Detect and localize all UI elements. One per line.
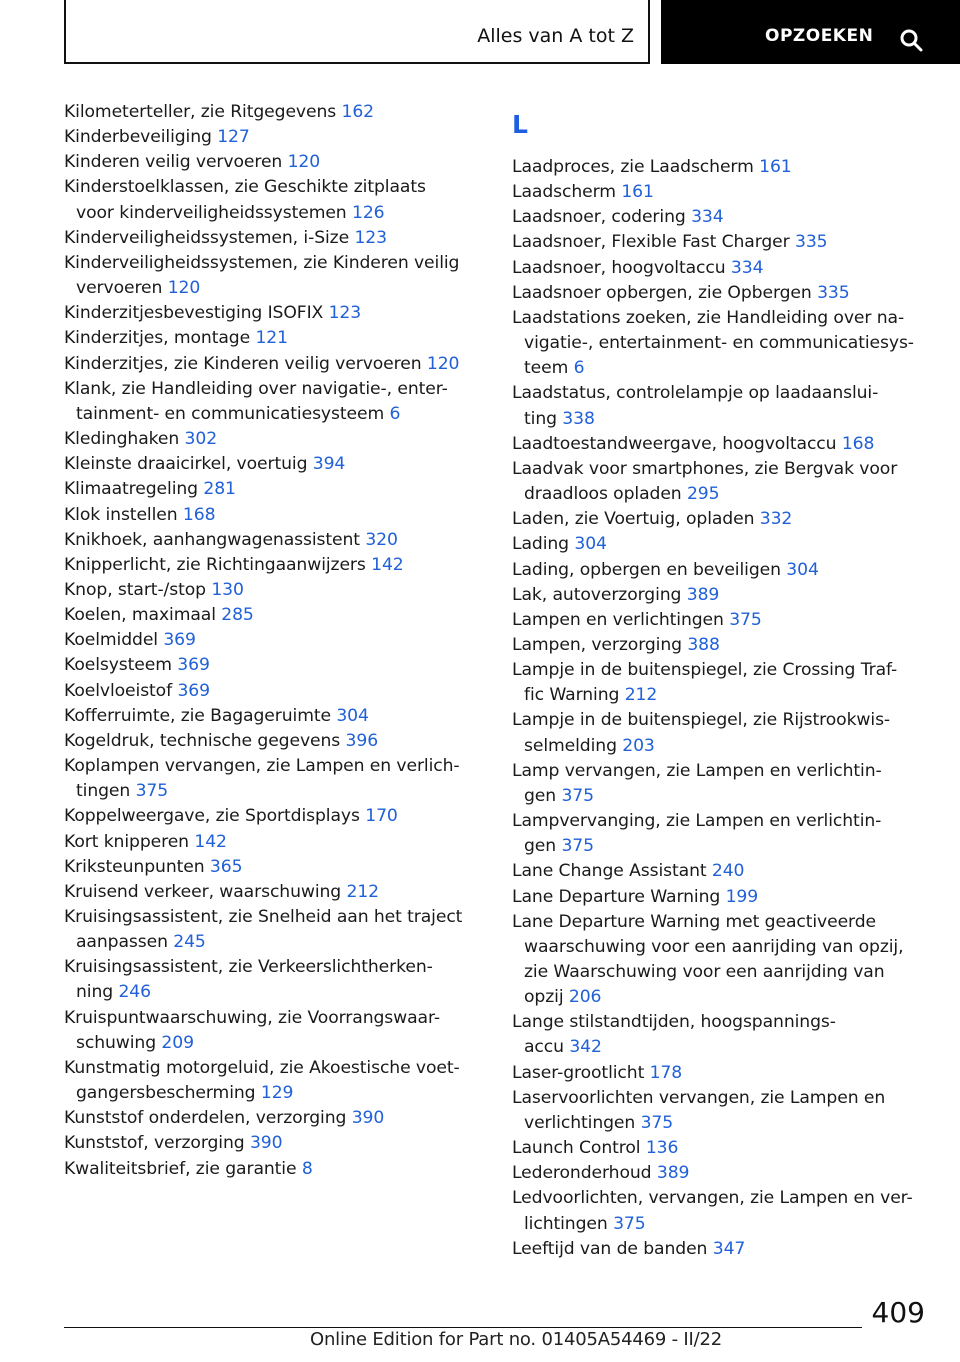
entry-text: Laser-grootlicht: [512, 1062, 645, 1083]
entry-text: Klank, zie Handleiding over navigatie-, enter-: [64, 378, 448, 399]
index-entry: [512, 658, 932, 708]
entry-text: Kinderveiligheidssystemen, zie Kinderen veilig: [64, 252, 460, 273]
index-entry: [64, 377, 484, 427]
index-column-left: [64, 100, 484, 1182]
entry-text: Kruisingsassistent, zie Snelheid aan het traject: [64, 907, 463, 927]
entry-text: tingen: [76, 781, 131, 802]
letter-heading: L: [512, 110, 528, 139]
page-ref-link[interactable]: 375: [561, 836, 594, 857]
entry-text: Knop, start-/stop: [64, 579, 206, 600]
footer-divider: [64, 1327, 862, 1328]
page-ref-link[interactable]: 199: [725, 886, 759, 907]
entry-text: Koplampen vervangen, zie Lampen en verlich-: [64, 756, 460, 777]
entry-text: Laadstations zoeken, zie Handleiding over na-: [512, 307, 905, 328]
index-entry: [64, 578, 484, 603]
index-entry: [64, 503, 484, 528]
index-entry: [64, 150, 484, 175]
entry-text: Kunststof, verzorging: [64, 1133, 245, 1154]
page-ref-link[interactable]: 335: [795, 232, 828, 253]
entry-text: Kort knipperen: [64, 831, 189, 852]
entry-text: Lampen, verzorging: [512, 634, 682, 655]
entry-text: Kinderzitjes, zie Kinderen veilig vervoeren: [64, 353, 422, 374]
index-entry: [64, 830, 484, 855]
index-entry: [64, 125, 484, 150]
entry-text: Leeftijd van de banden: [512, 1238, 708, 1259]
entry-text: Lederonderhoud: [512, 1163, 652, 1184]
entry-text: Knipperlicht, zie Richtingaanwijzers: [64, 554, 366, 575]
page-ref-link[interactable]: 209: [161, 1032, 194, 1053]
index-entry: [512, 432, 932, 457]
entry-text: Kruisingsassistent, zie Verkeerslichtherken-: [64, 957, 433, 978]
index-entry: [512, 809, 932, 859]
entry-text: gen: [524, 836, 557, 857]
entry-text: Kledinghaken: [64, 429, 180, 450]
index-entry: [512, 205, 932, 230]
entry-text: aanpassen: [76, 932, 168, 953]
entry-text: schuwing: [76, 1032, 157, 1053]
entry-text: teem: [524, 358, 569, 379]
index-entry: [512, 1136, 932, 1161]
entry-text: waarschuwing voor een aanrijding van opzij,: [524, 936, 904, 957]
index-entry: [64, 804, 484, 829]
entry-text: Koelmiddel: [64, 630, 158, 651]
index-entry: [512, 507, 932, 532]
entry-text: verlichtingen: [524, 1112, 636, 1133]
entry-text: Lampje in de buitenspiegel, zie Crossing Traf-: [512, 660, 898, 681]
section-tab[interactable]: [64, 0, 650, 64]
page-ref-link[interactable]: 375: [613, 1213, 646, 1234]
entry-text: Lane Change Assistant: [512, 861, 707, 882]
page-ref-link[interactable]: 369: [177, 655, 210, 676]
entry-text: Laadsnoer opbergen, zie Opbergen: [512, 282, 812, 303]
entry-text: Koppelweergave, zie Sportdisplays: [64, 806, 360, 827]
entry-text: Lading: [512, 534, 569, 555]
index-entry: [64, 1106, 484, 1131]
index-entry: [512, 381, 932, 431]
entry-text: Lampen en verlichtingen: [512, 609, 724, 630]
index-entry: [64, 855, 484, 880]
index-entry: [512, 457, 932, 507]
page-ref-link[interactable]: 394: [312, 454, 346, 475]
entry-text: Kogeldruk, technische gegevens: [64, 730, 341, 751]
entry-text: Lamp vervangen, zie Lampen en verlichtin-: [512, 760, 882, 781]
index-entry: [64, 301, 484, 326]
entry-text: Lane Departure Warning met geactiveerde: [512, 911, 877, 932]
page-ref-link[interactable]: 142: [194, 831, 227, 852]
index-column-right: [512, 100, 932, 1262]
page-ref-link[interactable]: 161: [621, 182, 654, 203]
search-tab[interactable]: [661, 0, 960, 64]
entry-text: vigatie-, entertainment- en communicatiesys-: [524, 333, 914, 354]
page-ref-link[interactable]: 206: [568, 987, 602, 1008]
entry-text: Laadsnoer, Flexible Fast Charger: [512, 232, 790, 253]
entry-text: gen: [524, 785, 557, 806]
page-ref-link[interactable]: 304: [336, 705, 369, 726]
page-ref-link[interactable]: 121: [255, 328, 288, 349]
entry-text: Laden, zie Voertuig, opladen: [512, 509, 755, 530]
search-icon: [899, 28, 923, 52]
entry-text: Lampje in de buitenspiegel, zie Rijstrookwis-: [512, 710, 891, 731]
entry-text: draadloos opladen: [524, 484, 682, 505]
index-entry: [512, 155, 932, 180]
entry-text: Laadsnoer, codering: [512, 207, 686, 228]
index-entry: [64, 754, 484, 804]
page-ref-link[interactable]: 375: [729, 609, 762, 630]
entry-text: Kleinste draaicirkel, voertuig: [64, 454, 308, 475]
index-entry: [64, 251, 484, 301]
page-ref-link[interactable]: 304: [574, 534, 607, 555]
entry-text: Laadvak voor smartphones, zie Bergvak voor: [512, 458, 898, 479]
page-ref-link[interactable]: 161: [759, 157, 792, 177]
page-ref-link[interactable]: 168: [182, 504, 216, 525]
entry-text: Klimaatregeling: [64, 479, 198, 500]
entry-text: Laadscherm: [512, 182, 616, 203]
page-ref-link[interactable]: 342: [569, 1037, 602, 1058]
page-ref-link[interactable]: 396: [345, 730, 379, 751]
entry-text: Lampvervanging, zie Lampen en verlichtin-: [512, 811, 882, 832]
index-entry: [64, 553, 484, 578]
entry-text: voor kinderveiligheidssystemen: [76, 202, 347, 223]
index-entry: [512, 885, 932, 910]
entry-text: Kruisend verkeer, waarschuwing: [64, 881, 342, 902]
index-entry: [64, 226, 484, 251]
index-entry: [64, 1006, 484, 1056]
page-ref-link[interactable]: 120: [287, 152, 321, 173]
page-ref-link[interactable]: 285: [221, 605, 254, 626]
page-ref-link[interactable]: 335: [817, 282, 850, 303]
entry-text: tainment- en communicatiesysteem: [76, 403, 385, 424]
index-entries-l: [512, 155, 932, 1262]
page-number: 409: [871, 1296, 925, 1329]
index-entry: [64, 653, 484, 678]
index-entry: [512, 281, 932, 306]
page-ref-link[interactable]: 389: [686, 584, 720, 605]
index-entry: [64, 628, 484, 653]
index-entry: [64, 1056, 484, 1106]
index-entry: [64, 528, 484, 553]
page-ref-link[interactable]: 203: [622, 735, 655, 756]
page-ref-link[interactable]: 302: [184, 429, 218, 450]
page-ref-link[interactable]: 375: [561, 785, 594, 806]
entry-text: Kilometerteller, zie Ritgegevens: [64, 102, 337, 122]
page-ref-link[interactable]: 334: [730, 257, 764, 278]
entry-text: Kofferruimte, zie Bagageruimte: [64, 705, 331, 726]
entry-text: Launch Control: [512, 1138, 641, 1159]
entry-text: Kinderzitjesbevestiging ISOFIX: [64, 303, 324, 324]
entry-text: Kunststof onderdelen, verzorging: [64, 1108, 347, 1129]
entry-text: Kriksteunpunten: [64, 856, 205, 877]
page-ref-link[interactable]: 212: [624, 685, 658, 706]
index-entry: [64, 1157, 484, 1182]
index-entry: [512, 759, 932, 809]
entry-text: Laservoorlichten vervangen, zie Lampen en: [512, 1087, 886, 1108]
entry-text: Laadproces, zie Laadscherm: [512, 157, 754, 177]
page-ref-link[interactable]: 389: [656, 1163, 690, 1184]
index-entry: [64, 955, 484, 1005]
index-entry: [64, 427, 484, 452]
entry-text: Klok instellen: [64, 504, 178, 525]
entry-text: Kinderstoelklassen, zie Geschikte zitplaats: [64, 177, 426, 198]
index-entry: [512, 859, 932, 884]
index-entry: [512, 230, 932, 255]
page-ref-link[interactable]: 142: [371, 554, 404, 575]
page-ref-link[interactable]: 162: [341, 102, 375, 122]
entry-text: Laadsnoer, hoogvoltaccu: [512, 257, 726, 278]
index-entry: [64, 452, 484, 477]
section-title: Alles van A tot Z: [477, 25, 634, 47]
page-ref-link[interactable]: 365: [209, 856, 243, 877]
page-ref-link[interactable]: 178: [649, 1062, 683, 1083]
page-ref-link[interactable]: 390: [249, 1133, 283, 1154]
entry-text: Kinderen veilig vervoeren: [64, 152, 283, 173]
entry-text: Koelvloeistof: [64, 680, 173, 701]
index-entry: [64, 729, 484, 754]
index-entry: [512, 1237, 932, 1262]
entry-text: Lak, autoverzorging: [512, 584, 682, 605]
page-ref-link[interactable]: 245: [173, 932, 206, 953]
entry-text: Kruispuntwaarschuwing, zie Voorrangswaar-: [64, 1007, 440, 1028]
page-ref-link[interactable]: 126: [351, 202, 385, 223]
entry-text: Laadtoestandweergave, hoogvoltaccu: [512, 433, 837, 454]
entry-text: lichtingen: [524, 1213, 608, 1234]
index-entry: [512, 256, 932, 281]
index-entry: [512, 1061, 932, 1086]
index-entry: [512, 1161, 932, 1186]
index-entry: [512, 1086, 932, 1136]
page-ref-link[interactable]: 388: [687, 634, 720, 655]
index-entry: [512, 306, 932, 381]
entry-text: Kinderveiligheidssystemen, i-Size: [64, 227, 350, 248]
entry-text: Lange stilstandtijden, hoogspannings-: [512, 1012, 836, 1033]
index-entry: [512, 1010, 932, 1060]
page-ref-link[interactable]: 136: [645, 1138, 679, 1159]
page-ref-link[interactable]: 295: [686, 484, 720, 505]
entry-text: Kinderbeveiliging: [64, 127, 212, 148]
entry-text: selmelding: [524, 735, 617, 756]
page-ref-link[interactable]: 240: [711, 861, 745, 882]
entry-text: zie Waarschuwing voor een aanrijding van: [524, 962, 885, 982]
entry-text: Lading, opbergen en beveiligen: [512, 559, 781, 580]
entry-text: ning: [76, 982, 114, 1003]
page-ref-link[interactable]: 347: [712, 1238, 746, 1259]
page-ref-link[interactable]: 369: [177, 680, 210, 701]
index-entry: [512, 708, 932, 758]
search-label: OPZOEKEN: [765, 26, 874, 46]
index-entry: [512, 608, 932, 633]
page-ref-link[interactable]: 281: [203, 479, 236, 500]
page-ref-link[interactable]: 338: [562, 408, 595, 429]
page-ref-link[interactable]: 212: [346, 881, 380, 902]
page-ref-link[interactable]: 170: [365, 806, 398, 827]
page-ref-link[interactable]: 129: [260, 1083, 294, 1104]
index-entry: [64, 175, 484, 225]
entry-text: Ledvoorlichten, vervangen, zie Lampen en ver-: [512, 1188, 913, 1209]
entry-text: Kwaliteitsbrief, zie garantie: [64, 1158, 297, 1179]
page-ref-link[interactable]: 246: [118, 982, 151, 1003]
index-entry: [64, 477, 484, 502]
index-entry: [64, 679, 484, 704]
entry-text: gangersbescherming: [76, 1083, 256, 1104]
index-entry: [64, 880, 484, 905]
page-ref-link[interactable]: 123: [354, 227, 387, 248]
entry-text: Knikhoek, aanhangwagenassistent: [64, 529, 360, 550]
index-entry: [512, 583, 932, 608]
page-ref-link[interactable]: 130: [211, 579, 244, 600]
entry-text: Koelsysteem: [64, 655, 172, 676]
page-ref-link[interactable]: 304: [786, 559, 819, 580]
entry-text: Kunstmatig motorgeluid, zie Akoestische voet-: [64, 1057, 460, 1078]
page-ref-link[interactable]: 375: [135, 781, 169, 802]
index-entry: [64, 326, 484, 351]
page-ref-link[interactable]: 120: [426, 353, 460, 374]
index-entry: [512, 532, 932, 557]
entry-text: ting: [524, 408, 557, 429]
page-ref-link[interactable]: 375: [640, 1112, 674, 1133]
index-entry: [512, 910, 932, 1011]
page-ref-link[interactable]: 369: [163, 630, 196, 651]
index-entry: [64, 100, 484, 125]
index-entry: [64, 352, 484, 377]
index-entry: [512, 558, 932, 583]
edition-footer: Online Edition for Part no. 01405A54469 - II/22: [310, 1329, 723, 1350]
page-ref-link[interactable]: 390: [351, 1108, 385, 1129]
page-ref-link[interactable]: 6: [573, 358, 585, 379]
page-ref-link[interactable]: 120: [167, 278, 201, 299]
index-entry: [512, 633, 932, 658]
entry-text: vervoeren: [76, 278, 163, 299]
entry-text: Laadstatus, controlelampje op laadaanslui-: [512, 383, 879, 404]
entry-text: fic Warning: [524, 685, 620, 706]
page-ref-link[interactable]: 6: [389, 403, 401, 424]
page-ref-link[interactable]: 8: [301, 1158, 313, 1179]
page-ref-link[interactable]: 334: [691, 207, 724, 228]
entry-text: Koelen, maximaal: [64, 605, 216, 626]
page-ref-link[interactable]: 168: [841, 433, 875, 454]
index-entry: [64, 905, 484, 955]
entry-text: accu: [524, 1037, 564, 1058]
index-entry: [512, 180, 932, 205]
entry-text: Lane Departure Warning: [512, 886, 721, 907]
page-ref-link[interactable]: 123: [328, 303, 362, 324]
entry-text: opzij: [524, 987, 564, 1008]
page-ref-link[interactable]: 332: [759, 509, 793, 530]
index-entry: [512, 1186, 932, 1236]
page-ref-link[interactable]: 127: [217, 127, 250, 148]
index-entry: [64, 1131, 484, 1156]
page-ref-link[interactable]: 320: [365, 529, 398, 550]
entry-text: Kinderzitjes, montage: [64, 328, 251, 349]
index-entry: [64, 704, 484, 729]
index-entry: [64, 603, 484, 628]
